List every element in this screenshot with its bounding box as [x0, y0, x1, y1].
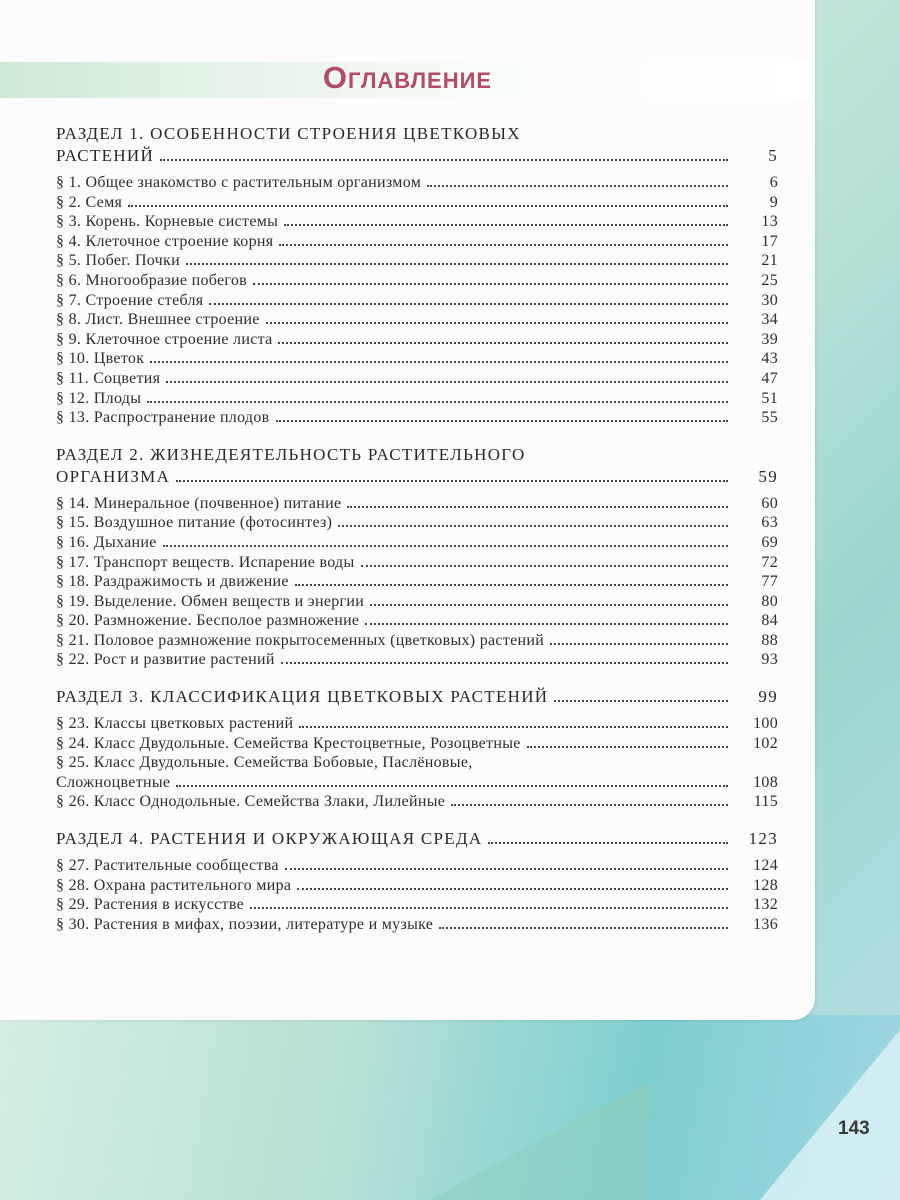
toc-entry[interactable] [56, 349, 778, 369]
section-heading-row[interactable] [56, 145, 778, 167]
toc-entry[interactable] [56, 572, 778, 592]
toc-entry[interactable] [56, 915, 778, 935]
toc-entry-page: 93 [761, 651, 778, 669]
toc-entry-page: 128 [753, 876, 778, 894]
toc-entry-page: 108 [753, 773, 778, 791]
toc-entry-row [56, 349, 778, 369]
toc-entry-page: 80 [761, 592, 778, 610]
toc-entry-label: § 24. Класс Двудольные. Семейства Крестоцветные, Розоцветные [56, 734, 521, 752]
leader-dots [176, 785, 728, 787]
toc-entry-page: 100 [753, 715, 778, 733]
toc-section [56, 828, 778, 934]
section-heading-row[interactable] [56, 466, 778, 488]
section-heading-row[interactable] [56, 828, 778, 850]
section-items [56, 494, 778, 670]
leader-dots [250, 907, 728, 909]
toc-entry-page: 77 [761, 573, 778, 591]
toc-entry-page: 72 [761, 553, 778, 571]
toc-entry[interactable] [56, 232, 778, 252]
toc-entry[interactable] [56, 251, 778, 271]
leader-dots [299, 726, 728, 728]
toc-entry-label: § 8. Лист. Внешнее строение [56, 311, 260, 329]
leader-dots [365, 623, 728, 625]
leader-dots [297, 888, 728, 890]
toc-entry-label: § 7. Строение стебля [56, 291, 204, 309]
leader-dots [279, 244, 728, 246]
section-heading-line1: РАЗДЕЛ 2. ЖИЗНЕДЕЯТЕЛЬНОСТЬ РАСТИТЕЛЬНОГО [56, 444, 526, 464]
toc-section [56, 444, 778, 670]
toc-entry-page: 88 [761, 631, 778, 649]
toc-entry-row [56, 271, 778, 291]
section-heading-line1: РАЗДЕЛ 1. ОСОБЕННОСТИ СТРОЕНИЯ ЦВЕТКОВЫХ [56, 124, 521, 143]
toc-entry[interactable] [56, 291, 778, 311]
table-of-contents [56, 123, 778, 950]
toc-entry[interactable] [56, 734, 778, 754]
toc-entry[interactable] [56, 533, 778, 553]
leader-dots [266, 322, 728, 324]
toc-entry-label: § 23. Классы цветковых растений [56, 715, 294, 733]
toc-entry[interactable] [56, 193, 778, 213]
leader-dots [285, 868, 728, 870]
leader-dots [281, 662, 728, 664]
leader-dots [439, 927, 728, 929]
toc-entry-label: § 20. Размножение. Бесполое размножение [56, 612, 360, 630]
leader-dots [295, 584, 728, 586]
section-items [56, 856, 778, 934]
toc-entry-page: 17 [761, 232, 778, 250]
toc-entry-page: 6 [769, 174, 778, 191]
toc-entry[interactable] [56, 310, 778, 330]
toc-entry-label: § 19. Выделение. Обмен веществ и энергии [56, 592, 365, 610]
toc-entry-label: § 15. Воздушное питание (фотосинтез) [56, 514, 333, 532]
section-heading [56, 828, 778, 850]
section-page-number: 99 [758, 687, 778, 707]
leader-dots [147, 401, 728, 403]
section-heading-text: РАЗДЕЛ 4. РАСТЕНИЯ И ОКРУЖАЮЩАЯ СРЕДА [56, 829, 483, 849]
toc-entry-page: 25 [761, 271, 778, 289]
toc-entry-label: § 16. Дыхание [56, 533, 157, 551]
toc-entry-row [56, 408, 778, 428]
toc-entry-label: § 9. Клеточное строение листа [56, 330, 273, 348]
toc-entry-row [56, 212, 778, 232]
toc-entry-row [56, 232, 778, 252]
toc-entry[interactable] [56, 714, 778, 734]
leader-dots [284, 224, 728, 226]
toc-entry-row [56, 389, 778, 409]
toc-entry-label: § 11. Соцветия [56, 369, 161, 387]
toc-entry[interactable] [56, 553, 778, 573]
toc-entry[interactable] [56, 592, 778, 612]
toc-entry-label: Сложноцветные [56, 773, 171, 791]
toc-section [56, 123, 778, 428]
toc-entry-row [56, 553, 778, 573]
toc-entry-page: 55 [761, 409, 778, 427]
background-triangle [430, 1080, 650, 1200]
toc-entry-row [56, 533, 778, 553]
toc-entry-label: § 28. Охрана растительного мира [56, 876, 292, 894]
toc-entry-page: 21 [761, 252, 778, 270]
toc-entry[interactable] [56, 895, 778, 915]
toc-entry-label: § 12. Плоды [56, 389, 142, 407]
toc-entry-row [56, 895, 778, 915]
leader-dots [166, 381, 728, 383]
toc-entry[interactable] [56, 611, 778, 631]
leader-dots [150, 361, 728, 363]
page-number: 143 [838, 1118, 870, 1139]
toc-entry[interactable] [56, 856, 778, 876]
toc-entry-page: 34 [761, 311, 778, 329]
toc-entry-row [56, 650, 778, 670]
section-heading-text: ОРГАНИЗМА [56, 466, 171, 486]
leader-dots [554, 700, 728, 702]
toc-entry-row [56, 773, 778, 793]
leader-dots [278, 342, 728, 344]
leader-dots [488, 842, 728, 844]
toc-entry-page: 136 [753, 915, 778, 933]
toc-entry-page: 102 [753, 734, 778, 752]
leader-dots [160, 159, 728, 161]
leader-dots [163, 545, 728, 547]
toc-entry-label: § 3. Корень. Корневые системы [56, 213, 279, 231]
toc-section [56, 686, 778, 812]
toc-entry-label: § 13. Распространение плодов [56, 409, 270, 427]
toc-entry-page: 30 [761, 291, 778, 309]
toc-entry-row [56, 876, 778, 896]
toc-entry-row [56, 572, 778, 592]
toc-entry-row [56, 856, 778, 876]
toc-entry[interactable] [56, 408, 778, 428]
toc-entry[interactable] [56, 494, 778, 514]
leader-dots [176, 480, 728, 482]
toc-entry[interactable] [56, 792, 778, 812]
leader-dots [361, 565, 728, 567]
toc-entry-page: 60 [761, 494, 778, 512]
toc-entry[interactable] [56, 330, 778, 350]
toc-entry-label-line1: § 25. Класс Двудольные. Семейства Бобовые, Паслёновые, [56, 754, 473, 772]
toc-entry[interactable] [56, 876, 778, 896]
toc-entry[interactable] [56, 369, 778, 389]
toc-entry-label: § 21. Половое размножение покрытосеменных (цветковых) растений [56, 631, 545, 649]
toc-entry-page: 47 [761, 369, 778, 387]
toc-entry-label: § 14. Минеральное (почвенное) питание [56, 494, 342, 512]
toc-entry[interactable] [56, 389, 778, 409]
toc-entry[interactable] [56, 173, 778, 193]
toc-entry-page: 43 [761, 350, 778, 368]
leader-dots [338, 525, 728, 527]
toc-entry-label: § 27. Растительные сообщества [56, 857, 279, 875]
toc-entry-page: 39 [761, 330, 778, 348]
toc-entry-page: 124 [753, 857, 778, 875]
toc-entry-label: § 10. Цветок [56, 350, 145, 368]
toc-entry-label: § 6. Многообразие побегов [56, 271, 247, 289]
toc-entry[interactable] [56, 631, 778, 651]
toc-entry[interactable] [56, 513, 778, 533]
toc-entry-label: § 1. Общее знакомство с растительным организмом [56, 174, 422, 191]
toc-entry-label: § 2. Семя [56, 193, 123, 211]
leader-dots [209, 303, 728, 305]
toc-entry-row [56, 310, 778, 330]
page-title: Оглавление [322, 60, 493, 95]
toc-entry-label: § 4. Клеточное строение корня [56, 232, 274, 250]
leader-dots [427, 185, 728, 187]
toc-entry-row [56, 173, 778, 193]
section-heading [56, 686, 778, 708]
toc-entry-page: 9 [769, 193, 778, 211]
toc-entry-row [56, 330, 778, 350]
section-items [56, 714, 778, 812]
toc-entry-row [56, 193, 778, 213]
toc-entry-row [56, 631, 778, 651]
toc-entry-row [56, 494, 778, 514]
leader-dots [451, 804, 728, 806]
toc-entry[interactable] [56, 753, 778, 792]
section-items [56, 173, 778, 428]
toc-entry[interactable] [56, 271, 778, 291]
section-heading-text: РАСТЕНИЙ [56, 146, 155, 165]
leader-dots [527, 746, 728, 748]
toc-entry-page: 69 [761, 533, 778, 551]
leader-dots [550, 643, 728, 645]
toc-entry-row [56, 291, 778, 311]
toc-entry-page: 115 [753, 793, 778, 811]
leader-dots [370, 604, 728, 606]
toc-entry-label: § 29. Растения в искусстве [56, 896, 245, 914]
toc-entry-row [56, 592, 778, 612]
toc-entry-label: § 5. Побег. Почки [56, 252, 180, 270]
toc-entry-label: § 17. Транспорт веществ. Испарение воды [56, 553, 355, 571]
toc-entry-label: § 26. Класс Однодольные. Семейства Злаки, Лилейные [56, 793, 446, 811]
toc-entry-row [56, 915, 778, 935]
section-page-number: 123 [748, 829, 778, 849]
toc-entry-page: 132 [753, 896, 778, 914]
toc-entry-row [56, 611, 778, 631]
toc-entry-page: 51 [761, 389, 778, 407]
toc-entry-row [56, 369, 778, 389]
toc-entry-label: § 18. Раздражимость и движение [56, 573, 289, 591]
toc-entry-page: 13 [761, 213, 778, 231]
leader-dots [347, 506, 728, 508]
background-triangle-light [760, 1030, 900, 1200]
leader-dots [276, 420, 728, 422]
toc-entry-label: § 22. Рост и развитие растений [56, 651, 275, 669]
toc-entry[interactable] [56, 650, 778, 670]
toc-entry-row [56, 251, 778, 271]
toc-entry-row [56, 734, 778, 754]
section-heading-text: РАЗДЕЛ 3. КЛАССИФИКАЦИЯ ЦВЕТКОВЫХ РАСТЕНИЙ [56, 687, 549, 707]
section-heading-row[interactable] [56, 686, 778, 708]
toc-entry-row [56, 792, 778, 812]
toc-entry-page: 84 [761, 612, 778, 630]
section-heading [56, 444, 778, 488]
leader-dots [128, 205, 728, 207]
section-page-number: 5 [768, 146, 778, 165]
section-heading [56, 123, 778, 167]
leader-dots [186, 263, 728, 265]
toc-entry[interactable] [56, 212, 778, 232]
toc-entry-row [56, 714, 778, 734]
section-page-number: 59 [758, 466, 778, 486]
toc-entry-label: § 30. Растения в мифах, поэзии, литературе и музыке [56, 915, 434, 933]
toc-entry-page: 63 [761, 514, 778, 532]
leader-dots [253, 283, 728, 285]
toc-entry-row [56, 513, 778, 533]
